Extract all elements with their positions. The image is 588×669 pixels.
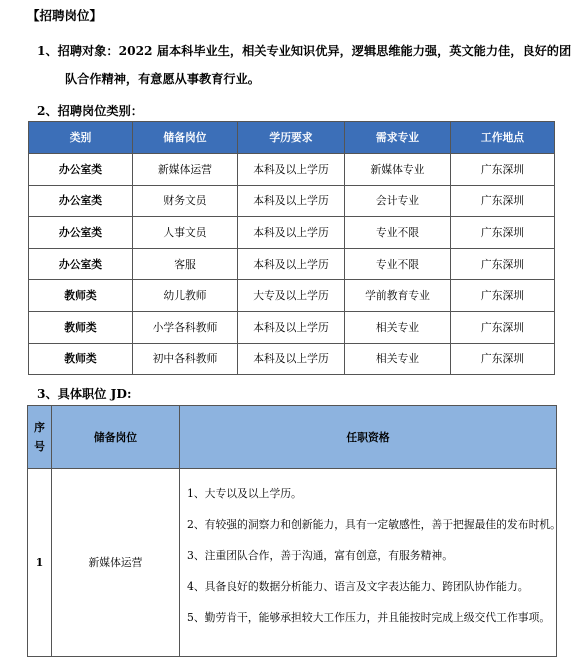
cell-post: 幼儿教师 [133, 280, 238, 312]
position-category-table [28, 121, 555, 375]
cell-location: 广东深圳 [451, 248, 555, 280]
table-header-row [29, 122, 555, 154]
requirement-item: 1、大专以及以上学历。 [187, 487, 302, 500]
job-description-title: 3、具体职位 JD: [37, 387, 132, 401]
cell-location: 广东深圳 [451, 311, 555, 343]
header-seq-char: 号 [34, 440, 45, 453]
header-requirements: 任职资格 [180, 406, 557, 469]
header-education: 学历要求 [238, 122, 345, 154]
cell-education: 本科及以上学历 [238, 248, 345, 280]
cell-post: 客服 [133, 248, 238, 280]
cell-location: 广东深圳 [451, 343, 555, 375]
cell-major: 新媒体专业 [345, 154, 451, 186]
cell-education: 本科及以上学历 [238, 185, 345, 217]
position-category-title: 2、招聘岗位类别： [37, 104, 143, 118]
recruit-target-line-1: 1、招聘对象：2022 届本科毕业生，相关专业知识优异，逻辑思维能力强，英文能力佳，良好的团 [37, 44, 572, 58]
recruit-target-line-2: 队合作精神，有意愿从事教育行业。 [65, 72, 260, 86]
cell-post: 新媒体运营 [52, 469, 180, 657]
cell-category: 教师类 [29, 343, 133, 375]
cell-location: 广东深圳 [451, 185, 555, 217]
cell-major: 会计专业 [345, 185, 451, 217]
cell-category: 教师类 [29, 311, 133, 343]
cell-post: 人事文员 [133, 217, 238, 249]
cell-education: 本科及以上学历 [238, 217, 345, 249]
requirement-item: 2、有较强的洞察力和创新能力，具有一定敏感性，善于把握最佳的发布时机。 [187, 518, 561, 531]
cell-category: 办公室类 [29, 185, 133, 217]
table-row [29, 311, 555, 343]
cell-category: 办公室类 [29, 154, 133, 186]
header-seq-char: 序 [34, 421, 45, 434]
header-post: 储备岗位 [133, 122, 238, 154]
job-description-table [27, 405, 561, 657]
cell-education: 大专及以上学历 [238, 280, 345, 312]
cell-seq: 1 [28, 469, 52, 657]
cell-education: 本科及以上学历 [238, 343, 345, 375]
table-row [29, 154, 555, 186]
cell-location: 广东深圳 [451, 217, 555, 249]
header-post: 储备岗位 [52, 406, 180, 469]
cell-post: 财务文员 [133, 185, 238, 217]
cell-post: 初中各科教师 [133, 343, 238, 375]
requirement-item: 5、勤劳肯干，能够承担较大工作压力，并且能按时完成上级交代工作事项。 [187, 611, 551, 624]
cell-education: 本科及以上学历 [238, 311, 345, 343]
cell-category: 办公室类 [29, 248, 133, 280]
cell-post: 新媒体运营 [133, 154, 238, 186]
table-row [28, 469, 557, 657]
requirement-item: 4、具备良好的数据分析能力、语言及文字表达能力、跨团队协作能力。 [187, 580, 529, 593]
table-row [29, 217, 555, 249]
cell-category: 办公室类 [29, 217, 133, 249]
header-location: 工作地点 [451, 122, 555, 154]
header-seq [28, 406, 52, 469]
cell-requirements [180, 469, 561, 657]
cell-education: 本科及以上学历 [238, 154, 345, 186]
cell-location: 广东深圳 [451, 280, 555, 312]
section-heading: 【招聘岗位】 [27, 8, 103, 23]
table-header-row [28, 406, 557, 469]
cell-category: 教师类 [29, 280, 133, 312]
cell-major: 专业不限 [345, 217, 451, 249]
cell-major: 相关专业 [345, 343, 451, 375]
header-category: 类别 [29, 122, 133, 154]
table-row [29, 248, 555, 280]
header-major: 需求专业 [345, 122, 451, 154]
cell-major: 专业不限 [345, 248, 451, 280]
table-row [29, 343, 555, 375]
cell-major: 学前教育专业 [345, 280, 451, 312]
cell-major: 相关专业 [345, 311, 451, 343]
requirement-item: 3、注重团队合作，善于沟通，富有创意，有服务精神。 [187, 549, 453, 562]
table-row [29, 185, 555, 217]
cell-post: 小学各科教师 [133, 311, 238, 343]
table-row [29, 280, 555, 312]
cell-location: 广东深圳 [451, 154, 555, 186]
